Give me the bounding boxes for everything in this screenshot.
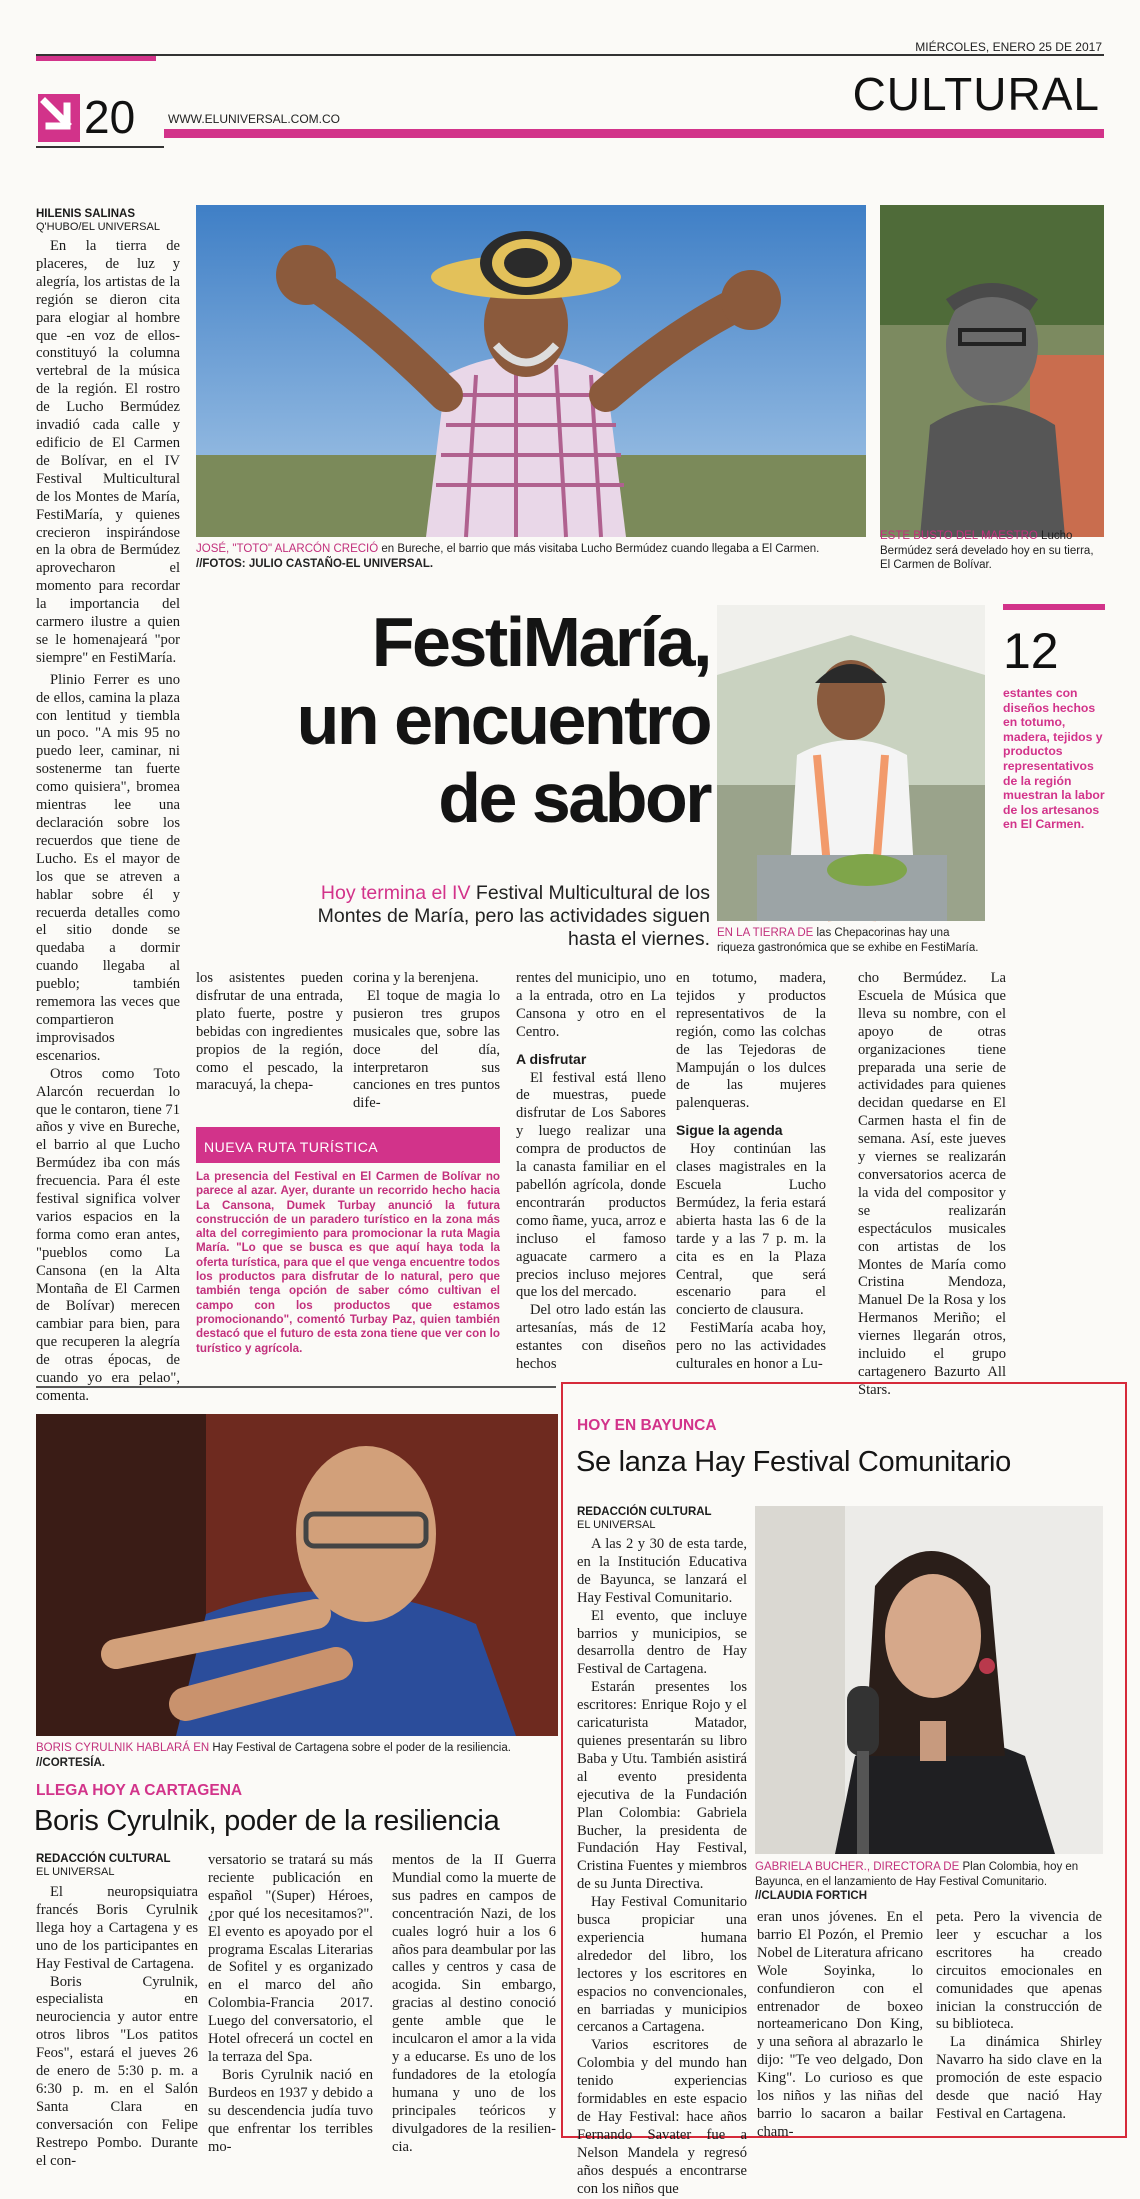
arrow-down-right-icon [41,96,77,141]
boris-byline [36,1853,186,1879]
hay-col1-p4: Hay Festival Comunitario busca propiciar una experiencia humana alrededor del libro, los lectores y los escritores en espacios no convencionales, en barriadas y municipios cercanos a Cartagena. [577,1894,747,2036]
main-col6 [858,970,1006,1400]
photo3-caption-lead: EN LA TIERRA DE [717,927,814,939]
hay-byline-org: EL UNIVERSAL [577,1519,656,1531]
photo3-caption-text: las Chepacorinas hay una riqueza gastronómica que se exhibe en FestiMaría. [717,927,979,954]
main-col5-p1: en totumo, madera, tejidos y productos representativos de la región, como las colchas de las Tejedoras de Mampuján o los dulces de las mujeres palenqueras. [676,970,826,1112]
main-col4 [516,970,666,1374]
boris-byline-org: EL UNIVERSAL [36,1866,115,1878]
byline-name: HILENIS SALINAS [36,208,136,220]
page-number: 20 [84,91,136,143]
main-col4-p2: El festival está lleno de muestras, puede disfrutar de Los Sabores y luego realizar una compra de productos de la canasta familiar en el pabellón agrícola, donde encontrarán productos como ñame, yuca, arroz e incluso el famoso aguacate carmero a precios incluso mejores que los del mercado. [516,1069,666,1301]
hay-col1-p2: El evento, que incluye barrios y municipios, se desarrolla dentro de Hay Festival de Cartagena. [577,1607,747,1678]
main-col2 [196,970,343,1095]
headline-line-1: FestiMaría, [371,603,710,681]
main-col3 [353,970,500,1113]
boris-caption-lead: BORIS CYRULNIK HABLARÁ EN [36,1742,210,1754]
photo-boris [36,1414,558,1736]
photo1-caption-text: en Bureche, el barrio que más visitaba Lucho Bermúdez cuando llegaba a El Carmen. [381,543,820,555]
sidebar-title: NUEVA RUTA TURÍSTICA [196,1127,500,1163]
main-col5 [676,970,826,1374]
top-accent-rule [36,56,156,61]
photo-toto-alarcon [196,205,866,537]
headline-line-2: un encuentro [296,681,710,759]
main-col1-p3: Otros como Toto Alarcón recuerdan lo que le contaron, tiene 71 años y vive en Bureche, el barrio al que Lucho Bermúdez iba con más frecuencia. Para él este festival significa volver varios espacios en la forma como eran antes, "pueblos como La Cansona (en la Alta Montaña de El Carmen de Bolívar) merecen cambiar para bien, para que recuperen la alegría de otras épocas, de cuando yo era pelao", comenta. [36,1065,180,1404]
photo2-caption [880,529,1104,573]
boris-byline-name: REDACCIÓN CULTURAL [36,1853,171,1865]
headline-line-3: de sabor [438,759,710,837]
boris-col3 [392,1852,556,2156]
boris-photo-credit: //CORTESÍA. [36,1756,106,1769]
hay-col1-p1: A las 2 y 30 de esta tarde, en la Institución Educativa de Bayunca, se lanzará el Hay Festival Comunitario. [577,1536,747,1606]
boris-col1-p1: El neuropsiquiatra francés Boris Cyrulnik llega hoy a Cartagena y es uno de los participantes en Hay Festival de Cartagena. [36,1884,198,1972]
main-subhead [290,882,710,951]
main-col4-p1: rentes del municipio, uno a la entrada, otro en La Cansona y otro en el Centro. [516,970,666,1040]
main-byline [36,208,186,234]
hay-col1 [577,1536,747,2199]
gabriela-caption-text: Plan Colombia, hoy en Bayunca, en el lanzamiento de Hay Festival Comunitario. [755,1861,1079,1888]
boris-col2 [208,1852,373,2156]
photo1-caption-lead: JOSÉ, "TOTO" ALARCÓN CRECIÓ [196,543,379,555]
page-date: MIÉRCOLES, ENERO 25 DE 2017 [915,40,1102,54]
main-col2-p1: los asistentes pueden disfrutar de una entrada, plato fuerte, postre y bebidas con ingredientes propios de la región, como el pescado, la maracuyá, la chepa- [196,970,343,1094]
main-col6-p1: cho Bermúdez. La Escuela de Música que lleva su nombre, con el apoyo de otras organizaciones tiene preparada una serie de actividades para quienes decidan quedarse en El Carmen hasta el fin de semana. Así, este jueves y viernes se realizarán conversatorios acerca de la vida del compositor y se realizarán espectáculos musicales con artistas de los Montes de María como Cristina Mendoza, Manuel De la Rosa y los Hermanos Meriño; el viernes llegarán otros, incluido el grupo cartagenero Bazurto All Stars. [858,970,1006,1398]
boris-col1-p2: Boris Cyrulnik, especialista en neurociencia y autor entre otros libros "Los patitos Feos", estará el jueves 26 de enero de 5:30 p. m. a 6:30 p. m. en el Salón Santa Clara en conversación con Felipe Restrepo Pombo. Durante el con- [36,1973,198,2169]
hay-byline-name: REDACCIÓN CULTURAL [577,1506,712,1518]
byline-org: Q'HUBO/EL UNIVERSAL [36,221,160,233]
main-col4-heading: A disfrutar [516,1050,587,1067]
hay-col1-p5: Varios escritores de Colombia y del mundo han tenido experiencias formidables en este espacio de Hay Festival: hace años Fernando Savater fue a Nelson Mandela y regresó años después a encontrarse con los niños que [577,2037,747,2197]
boris-headline: Boris Cyrulnik, poder de la resiliencia [34,1805,500,1837]
main-col5-p2: Hoy continúan las clases magistrales en la Escuela Lucho Bermúdez, la feria estará abierta hasta las 6 de la tarde y a las 7 p. m. la cita es en la Plaza Central, que será escenario para el concierto de clausura. [676,1141,826,1319]
main-col3-p1: corina y la berenjena. [353,970,479,986]
photo-gabriela [755,1506,1103,1854]
main-col5-heading: Sigue la agenda [676,1122,783,1139]
hay-kicker: HOY EN BAYUNCA [577,1417,717,1434]
main-col1-p1: En la tierra de placeres, de luz y alegría, los artistas de la región se dieron cita para elogiar al hombre que -en voz de ellos- constituyó la columna vertebral de la música de la región. El rostro de Lucho Bermúdez invadió cada calle y edificio de El Carmen de Bolívar, en el IV Festival Multicultural de los Montes de María, FestiMaría, y quienes crecieron inspirándose en la obra de Bermúdez aprovecharon el momento para recordar la importancia del carmero ilustre a quien se le homenajeará "por siempre" en FestiMaría. [36,238,180,666]
photo-bust [880,205,1104,537]
website-url: WWW.ELUNIVERSAL.COM.CO [168,112,341,126]
photo-cook [717,605,985,921]
photo2-caption-text: Lucho Bermúdez será develado hoy en su tierra, El Carmen de Bolívar. [880,530,1094,571]
main-headline [190,603,710,837]
subhead-text: Festival Multicultural de los Montes de María, pero las actividades siguen hasta el viernes. [317,882,710,950]
hay-byline [577,1506,737,1532]
stat-number: 12 [1003,623,1059,679]
stat-box [1003,604,1105,832]
gabriela-photo-caption [755,1860,1105,1904]
page-number-block [38,94,80,142]
hay-col1-p3: Estarán presentes los escritores: Enrique Rojo y el caricaturista Matador, quienes presentarán su libro Baba y Utu. También asistirá al evento presidenta ejecutiva de la Fundación Plan Colombia: Gabriela Bucher, la presidenta de Fundación Hay Festival, Cristina Fuentes y miembros de su Junta Directiva. [577,1679,747,1893]
header-band [164,129,1104,138]
hay-col3 [936,1909,1102,2124]
main-col5-p3: FestiMaría acaba hoy, pero no las actividades culturales en honor a Lu- [676,1320,826,1373]
stat-text: estantes con diseños hechos en totumo, madera, tejidos y productos representativos de la región muestran la labor de los artesanos en El Carmen. [1003,686,1105,832]
section-divider [36,1386,556,1388]
boris-col2-p2: Boris Cyrulnik nació en Burdeos en 1937 y debido a su descendencia judía tuvo que enfrentar los terribles mo- [208,2066,373,2155]
photo3-caption [717,926,985,955]
sidebar-tourism [196,1127,500,1356]
main-col4-p3: Del otro lado están las artesanías, más de 12 estantes con diseños hechos [516,1302,666,1373]
hay-col3-p2: La dinámica Shirley Navarro ha sido clave en la promoción de este espacio desde que nació Hay Festival en Cartagena. [936,2034,1102,2122]
main-col3-p2: El toque de magia lo pusieron tres grupos musicales que, sobre las doce del día, interpretaron sus canciones en tres puntos dife- [353,987,500,1112]
boris-col2-p1: versatorio se tratará su más reciente publicación en español "(Super) Héroes, ¿por qué los necesitamos?". El evento es apoyado por el programa Escalas Literarias de Sofitel y es organizado en el marco del año Colombia-Francia 2017. Luego del conversatorio, el Hotel ofrecerá un coctel en la terraza del Spa. [208,1852,373,2065]
photo1-caption [196,542,861,571]
section-title: CULTURAL [852,68,1100,120]
stat-top-rule [1003,604,1105,610]
hay-col2 [757,1909,923,2142]
photo2-caption-lead: ESTE BUSTO DEL MAESTRO [880,530,1038,542]
boris-caption-text: Hay Festival de Cartagena sobre el poder de la resiliencia. [212,1742,511,1754]
boris-photo-caption [36,1741,556,1770]
gabriela-photo-credit: //CLAUDIA FORTICH [755,1890,868,1902]
subhead-lead: Hoy termina el IV [320,882,471,904]
gabriela-caption-lead: GABRIELA BUCHER., DIRECTORA DE [755,1861,960,1873]
main-col1-p2: Plinio Ferrer es uno de ellos, camina la plaza con lentitud y tiembla un poco. "A mis 95 no puedo leer, caminar, ni sostenerme tan fuerte como quisiera", bromea mientras lee una declaración sobre los recuerdos que tiene de Lucho. Es el mayor de los que se atreven a hablar sobre él y recuerda detalles como el sitio donde se quedaba a dormir cuando llegaba al pueblo; también rememora las veces que compartieron improvisados escenarios. [36,671,180,1064]
sidebar-text: La presencia del Festival en El Carmen de Bolívar no parece al azar. Ayer, durante un recorrido hecho hacia La Cansona, Dumek Turbay anunció la futura construcción de un paradero turístico en la zona más alta del corregimiento para promocionar la ruta Magia María. "Lo que se busca es que aquí haya toda la oferta turística, para que el que venga encuentre todos los productos para disfrutar de lo natural, pero que también tenga opción de saber cómo cultivan el campo con los productos que estamos promocionando", comentó Turbay Paz, quien también destacó que el futuro de esta zona tiene que ver con lo turístico y agrícola. [196,1170,500,1355]
hay-col3-p1: peta. Pero la vivencia de leer y escuchar a los escritores ha creado circuitos emocionales en comunidades que apenas inician la construcción de su biblioteca. [936,1909,1102,2033]
boris-col3-p1: mentos de la II Guerra Mundial como la muerte de sus padres en campos de concentración Nazi, de los cuales logró huir a los 6 años para deambular por las calles y centros y casa de acogida. Sin embargo, gracias al destino conoció gente amble que le inculcaron el amor a la vida y a educarse. Es uno de los fundadores de la etología humana y uno de los principales teóricos y divulgadores de la resilien-cia. [392,1852,556,2155]
top-rule [36,54,1104,56]
boris-col1 [36,1884,198,2171]
boris-kicker: LLEGA HOY A CARTAGENA [36,1782,243,1799]
header-left-rule [36,146,164,148]
hay-col2-p1: eran unos jóvenes. En el barrio El Pozón, el Premio Nobel de Literatura africano Wole Soyinka, lo confundieron con el entrenador de boxeo norteamericano Don King, y una señora al abrazarlo le dijo: "Te veo delgado, Don King". Lo curioso es que los niños y las niñas del barrio lo sacaron a bailar cham- [757,1909,923,2140]
photo1-credit: //FOTOS: JULIO CASTAÑO-EL UNIVERSAL. [196,557,434,570]
hay-headline: Se lanza Hay Festival Comunitario [576,1446,1011,1478]
